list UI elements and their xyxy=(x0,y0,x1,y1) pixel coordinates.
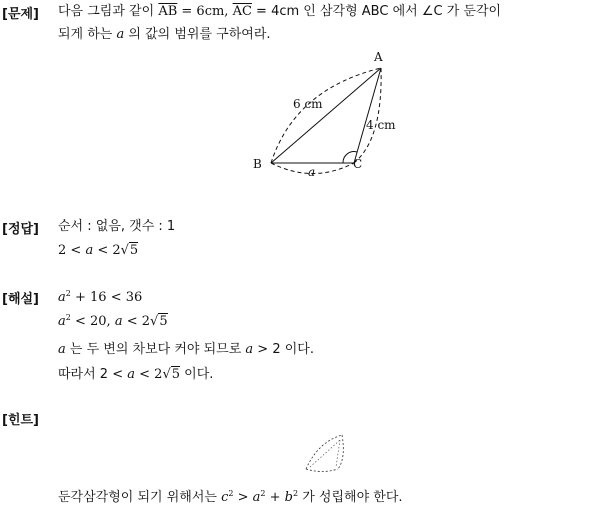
problem-label: [문제] xyxy=(2,7,39,22)
vertex-a-label: A xyxy=(374,50,383,64)
triangle-figure xyxy=(245,44,415,184)
segment-ab: $\overline{AB}$ xyxy=(158,4,178,19)
solution-text: < 20, xyxy=(70,314,115,329)
exponent: 2 xyxy=(65,289,71,298)
problem-line-1 xyxy=(58,4,501,20)
problem-text: = 4cm 인 삼각형 ABC 에서 ∠C 가 둔각이 xyxy=(251,4,502,19)
side-bc-label: a xyxy=(308,165,316,179)
variable-a: a xyxy=(245,342,254,357)
variable-a: a xyxy=(85,243,94,258)
exponent: 2 xyxy=(65,313,71,322)
variable-c: c xyxy=(221,490,229,505)
hint-text: > xyxy=(233,490,253,505)
hint-label: [힌트] xyxy=(2,413,39,428)
edge-ab xyxy=(271,68,381,163)
solution-text: > 2 이다. xyxy=(253,342,314,357)
radicand: 5 xyxy=(129,243,139,258)
hint-text: + xyxy=(265,490,285,505)
answer-line-1 xyxy=(58,219,175,235)
vertex-c-label: C xyxy=(353,157,363,171)
segment-ac: $\overline{AC}$ xyxy=(232,4,252,19)
solution-text: + 16 < 36 xyxy=(70,290,143,305)
variable-a: a xyxy=(116,27,125,42)
answer-label: [정답] xyxy=(2,222,39,237)
radicand: 5 xyxy=(159,314,168,329)
hint-text: 둔각삼각형이 되기 위해서는 xyxy=(58,490,222,505)
solution-line-3 xyxy=(58,342,314,358)
solution-text: 이다. xyxy=(180,367,214,382)
problem-line-2 xyxy=(58,27,271,43)
solution-text: < 2√ xyxy=(122,314,159,329)
problem-text: 되게 하는 xyxy=(58,27,117,42)
solution-text: 는 두 변의 차보다 커야 되므로 xyxy=(65,342,246,357)
problem-text: = 6cm, xyxy=(177,4,233,19)
solution-line-1 xyxy=(58,290,142,306)
solution-label: [해설] xyxy=(2,292,39,307)
hint-edge-2 xyxy=(336,440,340,467)
hint-arc-3 xyxy=(306,469,338,472)
problem-text: 다음 그림과 같이 xyxy=(58,4,159,19)
answer-order-count: 순서 : 없음, 갯수 : 1 xyxy=(58,219,176,234)
variable-a: a xyxy=(252,490,261,505)
edge-ac xyxy=(354,68,381,163)
exponent: 2 xyxy=(228,489,234,498)
hint-triangle-figure xyxy=(300,432,352,474)
exponent: 2 xyxy=(293,489,299,498)
variable-a: a xyxy=(114,314,123,329)
radicand: 5 xyxy=(171,367,181,382)
hint-line xyxy=(58,490,403,506)
solution-line-4 xyxy=(58,367,213,383)
variable-a: a xyxy=(58,342,66,357)
hint-arc-2 xyxy=(338,435,343,469)
variable-a: a xyxy=(127,367,136,382)
solution-text: < 2√ xyxy=(135,367,171,382)
variable-b: b xyxy=(284,490,293,505)
variable-a: a xyxy=(58,314,66,329)
variable-a: a xyxy=(58,290,66,305)
solution-line-2 xyxy=(58,314,168,330)
answer-line-2 xyxy=(58,243,138,259)
answer-text: 2 < xyxy=(58,243,86,258)
side-ab-label: 6 cm xyxy=(293,97,323,111)
side-ac-label: 4 cm xyxy=(366,118,396,132)
hint-text: 가 성립해야 한다. xyxy=(298,490,403,505)
problem-text: 의 값의 범위를 구하여라. xyxy=(124,27,271,42)
answer-text: < 2√ xyxy=(93,243,129,258)
vertex-b-label: B xyxy=(253,157,262,171)
exponent: 2 xyxy=(260,489,266,498)
hint-arc-1 xyxy=(306,435,342,469)
solution-text: 따라서 2 < xyxy=(58,367,128,382)
hint-edge-1 xyxy=(310,440,340,467)
